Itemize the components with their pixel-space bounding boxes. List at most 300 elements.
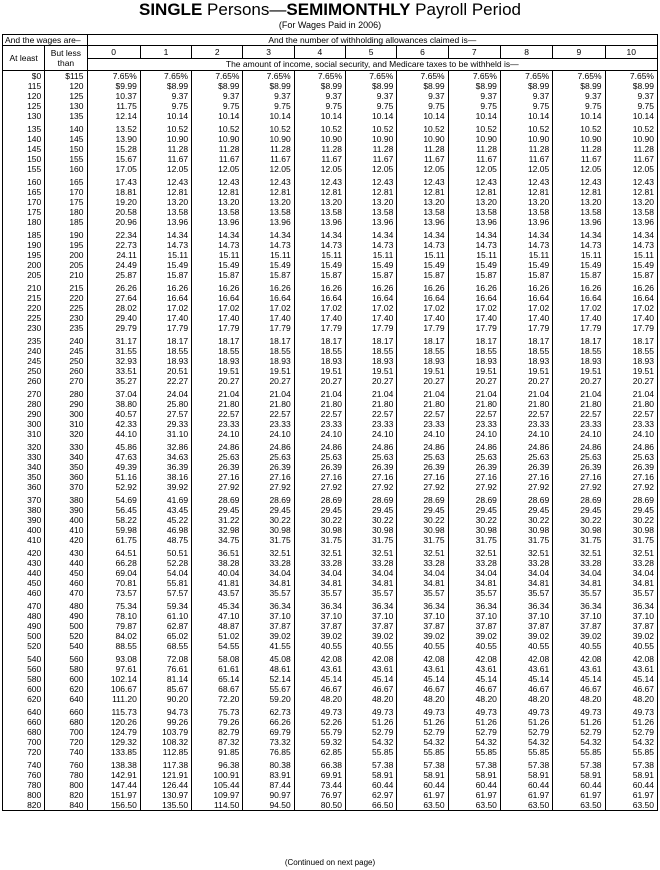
tax-cell-allowance-9: 42.08 <box>553 654 605 664</box>
tax-cell-allowance-10: 21.80 <box>605 399 657 409</box>
tax-cell-allowance-0: 70.81 <box>87 578 140 588</box>
tax-cell-allowance-3: 55.67 <box>243 684 294 694</box>
wage-at-least: $0 <box>3 71 45 82</box>
tax-cell-allowance-7: 33.28 <box>448 558 500 568</box>
tax-cell-allowance-7: 61.97 <box>448 790 500 800</box>
title-persons: Persons— <box>202 0 287 19</box>
wage-but-less-than: 150 <box>45 144 87 154</box>
tax-cell-allowance-3: 23.33 <box>243 419 294 429</box>
title-payroll-period: Payroll Period <box>410 0 521 19</box>
table-row <box>3 717 658 727</box>
tax-cell-allowance-9: 51.26 <box>553 717 605 727</box>
tax-cell-allowance-5: 12.43 <box>346 177 397 187</box>
tax-cell-allowance-9: 17.40 <box>553 313 605 323</box>
tax-cell-allowance-6: 34.04 <box>397 568 448 578</box>
tax-cell-allowance-9: 19.51 <box>553 366 605 376</box>
wage-at-least: 260 <box>3 376 45 386</box>
tax-cell-allowance-7: 54.32 <box>448 737 500 747</box>
table-row <box>3 111 658 121</box>
tax-cell-allowance-6: 49.73 <box>397 707 448 717</box>
table-row <box>3 482 658 492</box>
allowance-col-6: 6 <box>397 46 448 59</box>
tax-cell-allowance-8: 19.51 <box>500 366 552 376</box>
tax-cell-allowance-0: 49.39 <box>87 462 140 472</box>
wage-but-less-than: 800 <box>45 780 87 790</box>
tax-cell-allowance-3: 18.55 <box>243 346 294 356</box>
wage-but-less-than: 280 <box>45 389 87 399</box>
tax-cell-allowance-6: 27.16 <box>397 472 448 482</box>
tax-cell-allowance-1: 31.10 <box>140 429 191 439</box>
tax-cell-allowance-0: 106.67 <box>87 684 140 694</box>
tax-cell-allowance-3: 20.27 <box>243 376 294 386</box>
tax-cell-allowance-6: 10.52 <box>397 124 448 134</box>
tax-cell-allowance-10: 16.26 <box>605 283 657 293</box>
wage-at-least: 380 <box>3 505 45 515</box>
table-row <box>3 346 658 356</box>
tax-cell-allowance-10: 35.57 <box>605 588 657 598</box>
tax-cell-allowance-7: 12.05 <box>448 164 500 174</box>
tax-cell-allowance-8: 18.17 <box>500 336 552 346</box>
tax-cell-allowance-9: 58.91 <box>553 770 605 780</box>
wage-at-least: 470 <box>3 601 45 611</box>
tax-cell-allowance-5: 33.28 <box>346 558 397 568</box>
tax-cell-allowance-5: 9.75 <box>346 101 397 111</box>
tax-cell-allowance-9: 36.34 <box>553 601 605 611</box>
wage-at-least: 310 <box>3 429 45 439</box>
table-row <box>3 419 658 429</box>
table-row <box>3 525 658 535</box>
tax-cell-allowance-2: 18.55 <box>192 346 243 356</box>
tax-cell-allowance-4: 69.91 <box>294 770 345 780</box>
tax-cell-allowance-9: 15.11 <box>553 250 605 260</box>
tax-cell-allowance-5: 22.57 <box>346 409 397 419</box>
tax-cell-allowance-1: 12.05 <box>140 164 191 174</box>
tax-cell-allowance-9: 48.20 <box>553 694 605 704</box>
wage-but-less-than: 180 <box>45 207 87 217</box>
tax-cell-allowance-4: 55.79 <box>294 727 345 737</box>
wage-but-less-than: 760 <box>45 760 87 770</box>
tax-cell-allowance-0: 33.51 <box>87 366 140 376</box>
tax-cell-allowance-2: 65.14 <box>192 674 243 684</box>
table-row <box>3 684 658 694</box>
tax-cell-allowance-0: 54.69 <box>87 495 140 505</box>
tax-cell-allowance-9: 31.75 <box>553 535 605 545</box>
wage-but-less-than: 130 <box>45 101 87 111</box>
tax-cell-allowance-7: 19.51 <box>448 366 500 376</box>
tax-cell-allowance-9: 15.49 <box>553 260 605 270</box>
wage-but-less-than: 380 <box>45 495 87 505</box>
wage-at-least: 190 <box>3 240 45 250</box>
tax-cell-allowance-4: 45.14 <box>294 674 345 684</box>
tax-cell-allowance-0: 58.22 <box>87 515 140 525</box>
tax-cell-allowance-6: 16.26 <box>397 283 448 293</box>
tax-cell-allowance-5: 18.17 <box>346 336 397 346</box>
tax-cell-allowance-10: 30.22 <box>605 515 657 525</box>
tax-cell-allowance-10: 13.58 <box>605 207 657 217</box>
wage-at-least: 490 <box>3 621 45 631</box>
tax-cell-allowance-8: 46.67 <box>500 684 552 694</box>
tax-cell-allowance-7: 42.08 <box>448 654 500 664</box>
tax-cell-allowance-3: 34.04 <box>243 568 294 578</box>
at-least-header: At least <box>3 46 45 71</box>
tax-cell-allowance-10: 58.91 <box>605 770 657 780</box>
tax-cell-allowance-0: 51.16 <box>87 472 140 482</box>
wage-but-less-than: 200 <box>45 250 87 260</box>
tax-cell-allowance-10: 12.81 <box>605 187 657 197</box>
tax-cell-allowance-8: 24.10 <box>500 429 552 439</box>
tax-cell-allowance-4: 28.69 <box>294 495 345 505</box>
tax-cell-allowance-2: 109.97 <box>192 790 243 800</box>
tax-cell-allowance-6: 33.28 <box>397 558 448 568</box>
tax-cell-allowance-1: 16.26 <box>140 283 191 293</box>
wage-at-least: 350 <box>3 472 45 482</box>
tax-cell-allowance-9: 12.81 <box>553 187 605 197</box>
tax-cell-allowance-7: 25.63 <box>448 452 500 462</box>
wage-but-less-than: 195 <box>45 240 87 250</box>
tax-cell-allowance-4: 30.98 <box>294 525 345 535</box>
tax-cell-allowance-8: 35.57 <box>500 588 552 598</box>
wage-but-less-than: 205 <box>45 260 87 270</box>
tax-cell-allowance-3: 13.96 <box>243 217 294 227</box>
tax-cell-allowance-5: 15.49 <box>346 260 397 270</box>
tax-cell-allowance-0: 138.38 <box>87 760 140 770</box>
wage-but-less-than: 170 <box>45 187 87 197</box>
tax-cell-allowance-0: 31.17 <box>87 336 140 346</box>
tax-cell-allowance-10: 34.04 <box>605 568 657 578</box>
wage-at-least: 600 <box>3 684 45 694</box>
tax-cell-allowance-4: 14.34 <box>294 230 345 240</box>
wage-but-less-than: 440 <box>45 558 87 568</box>
tax-cell-allowance-3: 94.50 <box>243 800 294 811</box>
tax-cell-allowance-7: 11.67 <box>448 154 500 164</box>
tax-cell-allowance-8: 51.26 <box>500 717 552 727</box>
tax-cell-allowance-5: 10.90 <box>346 134 397 144</box>
table-row <box>3 631 658 641</box>
tax-cell-allowance-10: 15.49 <box>605 260 657 270</box>
tax-cell-allowance-8: 27.16 <box>500 472 552 482</box>
wage-but-less-than: 400 <box>45 515 87 525</box>
tax-cell-allowance-8: 43.61 <box>500 664 552 674</box>
tax-cell-allowance-1: 130.97 <box>140 790 191 800</box>
tax-cell-allowance-10: 15.87 <box>605 270 657 280</box>
tax-cell-allowance-10: 9.75 <box>605 101 657 111</box>
tax-cell-allowance-8: 18.93 <box>500 356 552 366</box>
wage-at-least: 390 <box>3 515 45 525</box>
tax-cell-allowance-5: 23.33 <box>346 419 397 429</box>
tax-cell-allowance-0: 13.52 <box>87 124 140 134</box>
tax-cell-allowance-4: 36.34 <box>294 601 345 611</box>
tax-cell-allowance-8: 7.65% <box>500 71 552 82</box>
wage-but-less-than: 125 <box>45 91 87 101</box>
allowance-col-9: 9 <box>553 46 605 59</box>
wage-at-least: 340 <box>3 462 45 472</box>
tax-cell-allowance-7: 10.52 <box>448 124 500 134</box>
tax-cell-allowance-8: 48.20 <box>500 694 552 704</box>
allowance-col-8: 8 <box>500 46 552 59</box>
page-subtitle: (For Wages Paid in 2006) <box>278 20 382 30</box>
wage-but-less-than: $115 <box>45 71 87 82</box>
tax-cell-allowance-5: 16.64 <box>346 293 397 303</box>
tax-cell-allowance-6: 11.67 <box>397 154 448 164</box>
tax-cell-allowance-8: 45.14 <box>500 674 552 684</box>
wage-but-less-than: 420 <box>45 535 87 545</box>
tax-cell-allowance-5: 51.26 <box>346 717 397 727</box>
tax-cell-allowance-2: 32.98 <box>192 525 243 535</box>
tax-cell-allowance-7: 22.57 <box>448 409 500 419</box>
table-row <box>3 495 658 505</box>
tax-cell-allowance-7: 17.02 <box>448 303 500 313</box>
tax-cell-allowance-0: 22.34 <box>87 230 140 240</box>
table-row <box>3 800 658 811</box>
tax-cell-allowance-1: 57.57 <box>140 588 191 598</box>
tax-cell-allowance-5: 14.34 <box>346 230 397 240</box>
tax-cell-allowance-10: 14.73 <box>605 240 657 250</box>
tax-cell-allowance-7: 29.45 <box>448 505 500 515</box>
wage-at-least: 210 <box>3 283 45 293</box>
tax-cell-allowance-4: 49.73 <box>294 707 345 717</box>
tax-cell-allowance-6: 26.39 <box>397 462 448 472</box>
wage-at-least: 780 <box>3 780 45 790</box>
tax-cell-allowance-3: 34.81 <box>243 578 294 588</box>
tax-cell-allowance-9: 13.20 <box>553 197 605 207</box>
tax-cell-allowance-3: 17.02 <box>243 303 294 313</box>
tax-cell-allowance-0: 47.63 <box>87 452 140 462</box>
tax-cell-allowance-6: 22.57 <box>397 409 448 419</box>
tax-cell-allowance-2: $8.99 <box>192 81 243 91</box>
wage-but-less-than: 720 <box>45 737 87 747</box>
wage-but-less-than: 500 <box>45 621 87 631</box>
wage-at-least: 500 <box>3 631 45 641</box>
tax-cell-allowance-9: $8.99 <box>553 81 605 91</box>
tax-cell-allowance-9: 24.10 <box>553 429 605 439</box>
tax-cell-allowance-10: 10.14 <box>605 111 657 121</box>
tax-cell-allowance-0: 24.11 <box>87 250 140 260</box>
tax-cell-allowance-7: 17.40 <box>448 313 500 323</box>
tax-cell-allowance-10: 14.34 <box>605 230 657 240</box>
tax-cell-allowance-1: 18.93 <box>140 356 191 366</box>
tax-cell-allowance-8: 60.44 <box>500 780 552 790</box>
tax-cell-allowance-3: 9.37 <box>243 91 294 101</box>
table-row <box>3 303 658 313</box>
wage-but-less-than: 235 <box>45 323 87 333</box>
tax-cell-allowance-9: 14.73 <box>553 240 605 250</box>
wage-but-less-than: 820 <box>45 790 87 800</box>
tax-cell-allowance-1: 9.75 <box>140 101 191 111</box>
table-row <box>3 611 658 621</box>
tax-cell-allowance-9: 16.26 <box>553 283 605 293</box>
wage-but-less-than: 300 <box>45 409 87 419</box>
wage-at-least: 220 <box>3 303 45 313</box>
wage-but-less-than: 320 <box>45 429 87 439</box>
table-row <box>3 399 658 409</box>
wage-but-less-than: 190 <box>45 230 87 240</box>
wages-header: And the wages are– <box>3 35 88 46</box>
tax-cell-allowance-7: 11.28 <box>448 144 500 154</box>
tax-cell-allowance-8: 10.52 <box>500 124 552 134</box>
wage-but-less-than: 600 <box>45 674 87 684</box>
tax-cell-allowance-0: 93.08 <box>87 654 140 664</box>
tax-cell-allowance-10: 37.87 <box>605 621 657 631</box>
table-row <box>3 71 658 82</box>
tax-cell-allowance-0: 78.10 <box>87 611 140 621</box>
tax-cell-allowance-1: 41.69 <box>140 495 191 505</box>
tax-cell-allowance-0: 75.34 <box>87 601 140 611</box>
tax-cell-allowance-3: 80.38 <box>243 760 294 770</box>
tax-cell-allowance-0: 61.75 <box>87 535 140 545</box>
wage-but-less-than: 250 <box>45 356 87 366</box>
tax-cell-allowance-6: 54.32 <box>397 737 448 747</box>
tax-cell-allowance-10: 49.73 <box>605 707 657 717</box>
tax-cell-allowance-8: 42.08 <box>500 654 552 664</box>
tax-cell-allowance-1: 16.64 <box>140 293 191 303</box>
tax-cell-allowance-4: 24.86 <box>294 442 345 452</box>
tax-cell-allowance-3: 18.93 <box>243 356 294 366</box>
tax-cell-allowance-1: 39.92 <box>140 482 191 492</box>
tax-cell-allowance-5: 7.65% <box>346 71 397 82</box>
tax-cell-allowance-0: 17.05 <box>87 164 140 174</box>
tax-cell-allowance-6: 24.86 <box>397 442 448 452</box>
wage-at-least: 130 <box>3 111 45 121</box>
tax-cell-allowance-1: 45.22 <box>140 515 191 525</box>
tax-cell-allowance-8: 30.22 <box>500 515 552 525</box>
tax-cell-allowance-8: 21.04 <box>500 389 552 399</box>
tax-cell-allowance-4: 66.38 <box>294 760 345 770</box>
tax-cell-allowance-2: 105.44 <box>192 780 243 790</box>
table-row <box>3 535 658 545</box>
tax-cell-allowance-7: 27.92 <box>448 482 500 492</box>
tax-cell-allowance-10: 29.45 <box>605 505 657 515</box>
wage-at-least: 640 <box>3 707 45 717</box>
tax-cell-allowance-4: 14.73 <box>294 240 345 250</box>
wage-at-least: 700 <box>3 737 45 747</box>
tax-cell-allowance-9: 15.87 <box>553 270 605 280</box>
wage-at-least: 580 <box>3 674 45 684</box>
wage-but-less-than: 430 <box>45 548 87 558</box>
tax-cell-allowance-0: $9.99 <box>87 81 140 91</box>
tax-cell-allowance-3: 69.79 <box>243 727 294 737</box>
tax-cell-allowance-6: 25.63 <box>397 452 448 462</box>
tax-cell-allowance-5: 66.50 <box>346 800 397 811</box>
table-row <box>3 91 658 101</box>
tax-cell-allowance-4: 62.85 <box>294 747 345 757</box>
tax-cell-allowance-7: 37.10 <box>448 611 500 621</box>
tax-cell-allowance-9: 40.55 <box>553 641 605 651</box>
tax-cell-allowance-4: 48.20 <box>294 694 345 704</box>
wage-but-less-than: 520 <box>45 631 87 641</box>
tax-cell-allowance-7: 52.79 <box>448 727 500 737</box>
tax-cell-allowance-5: 34.81 <box>346 578 397 588</box>
tax-cell-allowance-0: 13.90 <box>87 134 140 144</box>
tax-cell-allowance-4: 31.75 <box>294 535 345 545</box>
wage-at-least: 150 <box>3 154 45 164</box>
tax-cell-allowance-6: 32.51 <box>397 548 448 558</box>
tax-cell-allowance-6: 20.27 <box>397 376 448 386</box>
tax-cell-allowance-10: 26.39 <box>605 462 657 472</box>
wage-but-less-than: 120 <box>45 81 87 91</box>
tax-cell-allowance-9: 21.04 <box>553 389 605 399</box>
tax-cell-allowance-6: 17.79 <box>397 323 448 333</box>
tax-cell-allowance-7: 40.55 <box>448 641 500 651</box>
wage-at-least: 480 <box>3 611 45 621</box>
tax-cell-allowance-1: 55.81 <box>140 578 191 588</box>
tax-cell-allowance-3: 7.65% <box>243 71 294 82</box>
tax-cell-allowance-0: 84.02 <box>87 631 140 641</box>
title-semimonthly: SEMIMONTHLY <box>286 0 411 19</box>
tax-cell-allowance-7: 20.27 <box>448 376 500 386</box>
tax-cell-allowance-2: 16.26 <box>192 283 243 293</box>
tax-cell-allowance-10: 10.90 <box>605 134 657 144</box>
tax-cell-allowance-2: 18.93 <box>192 356 243 366</box>
tax-cell-allowance-7: 57.38 <box>448 760 500 770</box>
tax-cell-allowance-8: 17.40 <box>500 313 552 323</box>
tax-cell-allowance-7: 18.17 <box>448 336 500 346</box>
tax-cell-allowance-10: 21.04 <box>605 389 657 399</box>
table-row <box>3 409 658 419</box>
tax-cell-allowance-8: 37.87 <box>500 621 552 631</box>
tax-cell-allowance-6: 42.08 <box>397 654 448 664</box>
tax-cell-allowance-4: $8.99 <box>294 81 345 91</box>
tax-cell-allowance-4: 46.67 <box>294 684 345 694</box>
tax-cell-allowance-7: 21.80 <box>448 399 500 409</box>
tax-cell-allowance-5: 17.79 <box>346 323 397 333</box>
tax-cell-allowance-4: 59.32 <box>294 737 345 747</box>
tax-cell-allowance-3: 31.75 <box>243 535 294 545</box>
tax-cell-allowance-4: 18.17 <box>294 336 345 346</box>
tax-cell-allowance-6: $8.99 <box>397 81 448 91</box>
wage-at-least: 620 <box>3 694 45 704</box>
tax-cell-allowance-7: 46.67 <box>448 684 500 694</box>
tax-cell-allowance-3: 37.87 <box>243 621 294 631</box>
tax-cell-allowance-1: $8.99 <box>140 81 191 91</box>
tax-cell-allowance-2: 18.17 <box>192 336 243 346</box>
wage-but-less-than: 540 <box>45 641 87 651</box>
tax-cell-allowance-3: 35.57 <box>243 588 294 598</box>
tax-cell-allowance-10: 13.96 <box>605 217 657 227</box>
tax-cell-allowance-2: 96.38 <box>192 760 243 770</box>
tax-cell-allowance-10: 10.52 <box>605 124 657 134</box>
tax-cell-allowance-2: 58.08 <box>192 654 243 664</box>
wage-but-less-than: 840 <box>45 800 87 811</box>
tax-cell-allowance-0: 7.65% <box>87 71 140 82</box>
tax-cell-allowance-1: 15.11 <box>140 250 191 260</box>
tax-cell-allowance-0: 73.57 <box>87 588 140 598</box>
tax-cell-allowance-2: 15.49 <box>192 260 243 270</box>
tax-cell-allowance-8: 49.73 <box>500 707 552 717</box>
tax-cell-allowance-8: 13.96 <box>500 217 552 227</box>
wage-but-less-than: 640 <box>45 694 87 704</box>
table-row <box>3 323 658 333</box>
tax-cell-allowance-2: 26.39 <box>192 462 243 472</box>
tax-cell-allowance-10: 7.65% <box>605 71 657 82</box>
tax-cell-allowance-10: $8.99 <box>605 81 657 91</box>
tax-cell-allowance-4: 10.52 <box>294 124 345 134</box>
tax-cell-allowance-9: 21.80 <box>553 399 605 409</box>
tax-cell-allowance-7: 12.81 <box>448 187 500 197</box>
tax-cell-allowance-3: 41.55 <box>243 641 294 651</box>
tax-cell-allowance-2: 7.65% <box>192 71 243 82</box>
tax-cell-allowance-5: 35.57 <box>346 588 397 598</box>
tax-cell-allowance-10: 18.17 <box>605 336 657 346</box>
tax-cell-allowance-8: 27.92 <box>500 482 552 492</box>
tax-cell-allowance-7: 15.49 <box>448 260 500 270</box>
tax-cell-allowance-0: 18.81 <box>87 187 140 197</box>
tax-cell-allowance-0: 102.14 <box>87 674 140 684</box>
tax-cell-allowance-7: 35.57 <box>448 588 500 598</box>
tax-cell-allowance-3: 45.08 <box>243 654 294 664</box>
tax-cell-allowance-2: 87.32 <box>192 737 243 747</box>
tax-cell-allowance-8: 36.34 <box>500 601 552 611</box>
wage-at-least: 170 <box>3 197 45 207</box>
